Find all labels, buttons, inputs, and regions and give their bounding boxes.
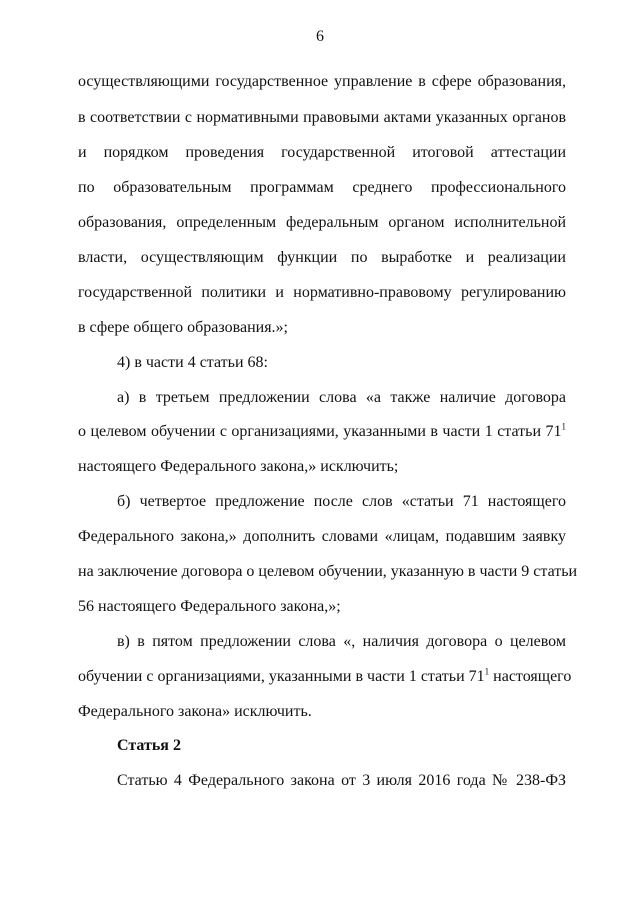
text-line: по образовательным программам среднего профессионального: [78, 179, 566, 196]
text-line: на заключение договора о целевом обучении, указанную в части 9 статьи: [78, 563, 578, 580]
text-line: [78, 666, 572, 687]
subitem-v: в) в пятом предложении слова «, наличия договора о целевом: [117, 633, 566, 650]
text-line: 56 настоящего Федерального закона,»;: [78, 598, 341, 615]
article-heading: Статья 2: [117, 737, 181, 754]
text-line: государственной политики и нормативно-правовому регулированию: [78, 284, 566, 301]
text-line: осуществляющими государственное управление в сфере образования,: [78, 73, 566, 90]
text-line: образования, определенным федеральным органом исполнительной: [78, 214, 566, 231]
text-line: Федерального закона» исключить.: [78, 703, 312, 720]
text-line: в сфере общего образования.»;: [78, 319, 288, 336]
superscript: 1: [561, 421, 566, 432]
text-line: настоящего Федерального закона,» исключить;: [78, 458, 399, 475]
text-line: и порядком проведения государственной итоговой аттестации: [78, 144, 566, 161]
text-line: [78, 422, 566, 442]
subitem-b: б) четвертое предложение после слов «статьи 71 настоящего: [117, 493, 566, 510]
superscript: 1: [484, 666, 490, 677]
text-line: власти, осуществляющим функции по выработке и реализации: [78, 249, 566, 266]
subitem-a: а) в третьем предложении слова «а также наличие договора: [117, 389, 566, 406]
text-line: Федерального закона,» дополнить словами «лицам, подавшим заявку: [78, 528, 566, 545]
text-line: Статью 4 Федерального закона от 3 июля 2016 года № 238-ФЗ: [117, 772, 566, 789]
page-number: 6: [316, 28, 324, 45]
text-segment: настоящего: [489, 668, 572, 685]
text-segment: о целевом обучении с организациями, указанными в части 1 статьи 71: [78, 423, 562, 440]
text-segment: обучении с организациями, указанными в части 1 статьи 71: [78, 668, 485, 685]
text-line: в соответствии с нормативными правовыми актами указанных органов: [78, 109, 566, 126]
list-item-4: 4) в части 4 статьи 68:: [117, 354, 268, 371]
